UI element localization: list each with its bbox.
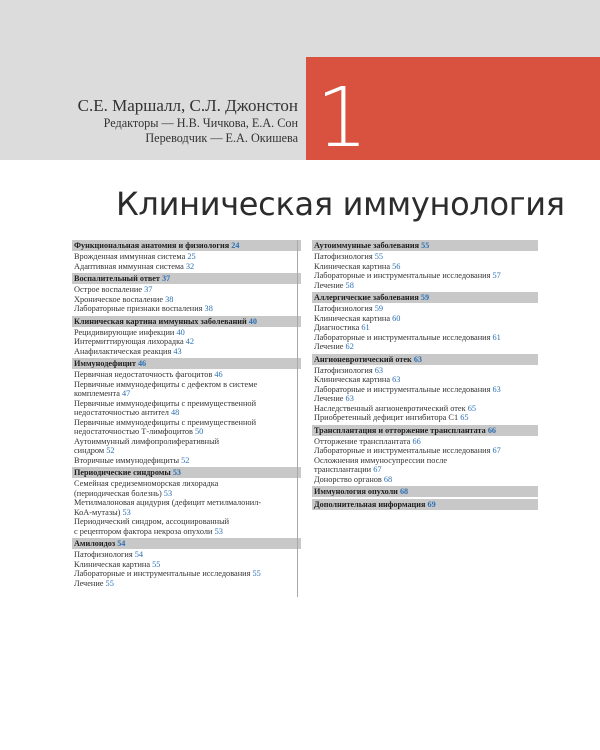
toc-item-text: Хроническое воспаление <box>74 294 164 304</box>
toc-item[interactable] <box>314 314 536 324</box>
editors: Редакторы — Н.В. Чичкова, Е.А. Сон <box>103 116 298 130</box>
toc-section-heading[interactable] <box>312 354 538 365</box>
toc-item-page-number: 68 <box>383 474 393 484</box>
toc-section <box>312 486 538 497</box>
toc-item-page-number: 55 <box>252 569 261 578</box>
toc-item-page-number: 67 <box>373 465 382 474</box>
toc-item-text: Клиническая картина <box>314 313 391 323</box>
toc-item-page-number: 25 <box>187 252 196 261</box>
section-title: Дополнительная информация <box>314 500 426 509</box>
toc-item-text: трансплантации <box>314 465 372 474</box>
toc-item-text: с рецептором фактора некроза опухоли <box>74 526 213 536</box>
authors-block <box>78 96 298 146</box>
section-title: Амилоидоз <box>74 539 116 548</box>
section-page-number: 63 <box>413 354 422 364</box>
toc-item[interactable] <box>74 437 299 447</box>
section-page-number: 40 <box>248 316 257 326</box>
toc-item-page-number: 55 <box>152 559 161 569</box>
toc-item-text: Патофизиология <box>314 304 373 313</box>
toc-item-list <box>72 251 301 271</box>
toc-item-page-number: 42 <box>185 337 195 346</box>
toc-item[interactable] <box>74 560 299 570</box>
toc-item-text: Вторичные иммунодефициты <box>74 455 180 465</box>
toc-item[interactable] <box>314 366 536 376</box>
section-page-number: 68 <box>399 487 409 496</box>
toc-item[interactable] <box>74 347 299 357</box>
toc-item-page-number: 56 <box>392 261 401 271</box>
toc-item[interactable] <box>74 337 299 347</box>
toc-item[interactable] <box>74 579 299 589</box>
toc-item[interactable] <box>74 328 299 338</box>
toc-item-text: Первичные иммунодефициты с преимущественной <box>74 398 257 408</box>
toc-section <box>312 292 538 352</box>
toc-item[interactable] <box>74 550 299 560</box>
toc-item-list <box>312 436 538 485</box>
toc-section-heading[interactable] <box>72 273 301 284</box>
toc-left-column <box>72 240 301 590</box>
section-title: Аллергические заболевания <box>314 293 419 302</box>
toc-item-page-number: 63 <box>392 375 401 384</box>
toc-item-page-number: 57 <box>492 271 501 280</box>
toc-item-text: Рецидивирующие инфекции <box>74 327 175 337</box>
toc-item[interactable] <box>314 456 536 466</box>
toc-item-page-number: 61 <box>361 323 370 332</box>
toc-item-list <box>72 478 301 536</box>
translator: Переводчик — Е.А. Окишева <box>145 131 298 145</box>
toc-section <box>312 499 538 510</box>
toc-item[interactable] <box>74 508 299 518</box>
toc-item[interactable] <box>314 323 536 333</box>
toc-item-text: Клиническая картина <box>314 375 391 384</box>
section-title: Периодические синдромы <box>74 468 171 477</box>
toc-section-heading[interactable] <box>72 240 301 251</box>
toc-item[interactable] <box>314 446 536 456</box>
section-page-number: 24 <box>231 241 240 250</box>
toc-item-page-number: 63 <box>374 365 384 375</box>
toc-item-page-number: 54 <box>134 550 144 559</box>
toc-item[interactable] <box>314 385 536 395</box>
toc-item-page-number: 67 <box>492 446 501 455</box>
section-title: Иммунология опухоли <box>314 487 398 496</box>
toc-item-text: недостаточностью Т-лимфоцитов <box>74 427 193 436</box>
toc-item-text: (периодическая болезнь) <box>74 488 162 498</box>
toc-item-text: Осложнения иммуносупрессии после <box>314 455 448 465</box>
toc-item-text: Семейная средиземноморская лихорадка <box>74 479 219 488</box>
toc-item[interactable] <box>314 333 536 343</box>
toc-item-page-number: 52 <box>106 446 115 455</box>
toc-item[interactable] <box>314 465 536 475</box>
toc-section-heading[interactable] <box>312 486 538 497</box>
toc-item[interactable] <box>314 437 536 447</box>
toc-item-text: Наследственный ангионевротический отек <box>314 403 466 413</box>
section-title: Трансплантация и отторжение трансплантата <box>314 425 486 435</box>
section-page-number: 69 <box>427 500 436 509</box>
toc-item[interactable] <box>74 389 299 399</box>
toc-item-page-number: 32 <box>185 261 195 271</box>
toc-item-page-number: 55 <box>105 578 114 588</box>
toc-item-text: Лечение <box>74 578 104 588</box>
toc-item[interactable] <box>74 446 299 456</box>
toc-item-page-number: 53 <box>163 488 173 498</box>
toc-item-list <box>72 327 301 357</box>
toc-item[interactable] <box>74 427 299 437</box>
toc-item-page-number: 60 <box>392 313 401 323</box>
toc-item[interactable] <box>74 408 299 418</box>
toc-item[interactable] <box>314 342 536 352</box>
toc-item[interactable] <box>74 527 299 537</box>
toc-item[interactable] <box>74 262 299 272</box>
toc-item-text: синдром <box>74 446 105 455</box>
toc-section <box>72 273 301 314</box>
toc-item-page-number: 65 <box>460 413 469 422</box>
section-title: Ангионевротический отек <box>314 354 412 364</box>
toc-item[interactable] <box>74 517 299 527</box>
toc-item-text: КоА-мутазы) <box>74 507 121 517</box>
toc-item[interactable] <box>74 489 299 499</box>
toc-item-page-number: 63 <box>345 394 354 403</box>
toc-item-text: Периодический синдром, ассоциированный <box>74 517 230 526</box>
toc-item[interactable] <box>314 304 536 314</box>
toc-item-list <box>312 251 538 290</box>
toc-item-text: Лечение <box>314 342 344 351</box>
toc-item-text: Патофизиология <box>314 365 373 375</box>
toc-section <box>72 316 301 357</box>
toc-item-text: Лечение <box>314 394 344 403</box>
toc-item-page-number: 55 <box>374 252 384 261</box>
toc-section <box>72 467 301 536</box>
section-title: Воспалительный ответ <box>74 274 160 283</box>
toc-item[interactable] <box>314 281 536 291</box>
toc-item-text: Интермиттирующая лихорадка <box>74 337 184 346</box>
toc-right-column <box>312 240 538 512</box>
toc-section-heading[interactable] <box>72 316 301 327</box>
chapter-title: Клиническая иммунология <box>116 185 565 223</box>
toc-item[interactable] <box>74 370 299 380</box>
toc-item[interactable] <box>74 456 299 466</box>
section-title: Клиническая картина иммунных заболеваний <box>74 316 247 326</box>
section-page-number: 66 <box>487 425 497 435</box>
toc-item-list <box>72 369 301 465</box>
section-page-number: 55 <box>421 241 430 250</box>
toc-item[interactable] <box>74 569 299 579</box>
toc-item-page-number: 38 <box>165 294 174 304</box>
section-title: Функциональная анатомия и физиология <box>74 241 230 250</box>
toc-item[interactable] <box>74 285 299 295</box>
toc-item-text: Лабораторные и инструментальные исследования <box>314 332 491 342</box>
toc-item-page-number: 48 <box>170 408 180 417</box>
toc-item-text: Острое воспаление <box>74 285 143 294</box>
toc-section-heading[interactable] <box>312 292 538 303</box>
toc-item[interactable] <box>74 252 299 262</box>
toc-item-page-number: 47 <box>121 389 131 398</box>
section-page-number: 46 <box>137 359 147 368</box>
toc-item-page-number: 52 <box>181 455 190 465</box>
toc-item[interactable] <box>74 380 299 390</box>
toc-item-page-number: 43 <box>173 346 182 356</box>
toc-section-heading[interactable] <box>72 538 301 549</box>
toc-item[interactable] <box>74 479 299 489</box>
toc-item-text: Лабораторные и инструментальные исследования <box>74 569 251 578</box>
toc-item-text: Патофизиология <box>74 550 133 559</box>
toc-item-page-number: 65 <box>467 403 477 413</box>
toc-item[interactable] <box>314 394 536 404</box>
toc-section-heading[interactable] <box>312 425 538 436</box>
toc-item-text: Лабораторные и инструментальные исследования <box>314 384 491 394</box>
section-page-number: 37 <box>161 274 171 283</box>
toc-item-page-number: 38 <box>204 304 213 313</box>
toc-item-text: Лабораторные признаки воспаления <box>74 304 203 313</box>
toc-item-page-number: 53 <box>214 526 223 536</box>
toc-section-heading[interactable] <box>72 358 301 369</box>
toc-item[interactable] <box>74 498 299 508</box>
toc-item[interactable] <box>74 418 299 428</box>
toc-item-text: Клиническая картина <box>314 261 391 271</box>
toc-item-page-number: 58 <box>345 280 354 290</box>
toc-item-page-number: 61 <box>492 332 501 342</box>
toc-item-text: Клиническая картина <box>74 559 151 569</box>
toc-item-page-number: 53 <box>122 507 131 517</box>
toc-item[interactable] <box>314 475 536 485</box>
toc-item[interactable] <box>314 271 536 281</box>
toc-item-page-number: 63 <box>492 384 501 394</box>
toc-item-text: Лечение <box>314 280 344 290</box>
toc-item[interactable] <box>74 399 299 409</box>
toc-item-text: Первичная недостаточность фагоцитов <box>74 370 213 379</box>
toc-item-text: Метилмалоновая ацидурия (дефицит метилмалонил- <box>74 498 262 507</box>
toc-item-list <box>72 284 301 314</box>
column-divider <box>297 240 298 597</box>
toc-item-page-number: 66 <box>412 436 421 446</box>
section-page-number: 54 <box>117 539 126 548</box>
toc-item-text: Первичные иммунодефициты с преимущественной <box>74 417 257 427</box>
toc-section <box>72 240 301 271</box>
toc-item-text: Приобретенный дефицит ингибитора С1 <box>314 413 459 422</box>
section-title: Иммунодефицит <box>74 359 136 368</box>
toc-section <box>312 240 538 290</box>
toc-item-list <box>312 365 538 423</box>
section-page-number: 59 <box>420 293 430 302</box>
toc-item-text: Патофизиология <box>314 252 373 261</box>
toc-item[interactable] <box>314 252 536 262</box>
toc-item-text: Лабораторные и инструментальные исследования <box>314 271 491 280</box>
toc-item-text: Первичные иммунодефициты с дефектом в системе <box>74 379 258 389</box>
toc-item-list <box>72 549 301 588</box>
toc-section <box>72 358 301 465</box>
authors: С.Е. Маршалл, С.Л. Джонстон <box>77 96 298 115</box>
toc-item[interactable] <box>314 375 536 385</box>
toc-item-text: Анафилактическая реакция <box>74 346 172 356</box>
toc-item-page-number: 50 <box>194 427 204 436</box>
toc-item-text: Диагностика <box>314 323 360 332</box>
toc-section-heading[interactable] <box>312 499 538 510</box>
toc-item[interactable] <box>74 304 299 314</box>
toc-section <box>72 538 301 588</box>
toc-item-text: Донорство органов <box>314 474 382 484</box>
toc-item-page-number: 37 <box>144 285 153 294</box>
toc-item-text: Аутоиммунный лимфопролиферативный <box>74 436 220 446</box>
toc-section <box>312 354 538 423</box>
chapter-number: 1 <box>316 71 369 166</box>
section-title: Аутоиммунные заболевания <box>314 241 420 250</box>
toc-item[interactable] <box>74 295 299 305</box>
toc-item-text: Врожденная иммунная система <box>74 252 186 261</box>
toc-item[interactable] <box>314 262 536 272</box>
toc-item-text: комплемента <box>74 389 120 398</box>
toc-item[interactable] <box>314 413 536 423</box>
toc-item-text: Отторжение трансплантата <box>314 436 411 446</box>
toc-item-page-number: 46 <box>214 370 223 379</box>
toc-section-heading[interactable] <box>312 240 538 251</box>
toc-item-page-number: 62 <box>345 342 354 351</box>
toc-section <box>312 425 538 485</box>
toc-item[interactable] <box>314 404 536 414</box>
toc-section-heading[interactable] <box>72 467 301 478</box>
toc-item-list <box>312 303 538 352</box>
toc-item-text: Лабораторные и инструментальные исследования <box>314 446 491 455</box>
section-page-number: 53 <box>172 468 181 477</box>
toc-item-text: недостаточностью антител <box>74 408 169 417</box>
toc-item-text: Адаптивная иммунная система <box>74 261 184 271</box>
toc-item-page-number: 40 <box>176 327 185 337</box>
toc-item-page-number: 59 <box>374 304 384 313</box>
